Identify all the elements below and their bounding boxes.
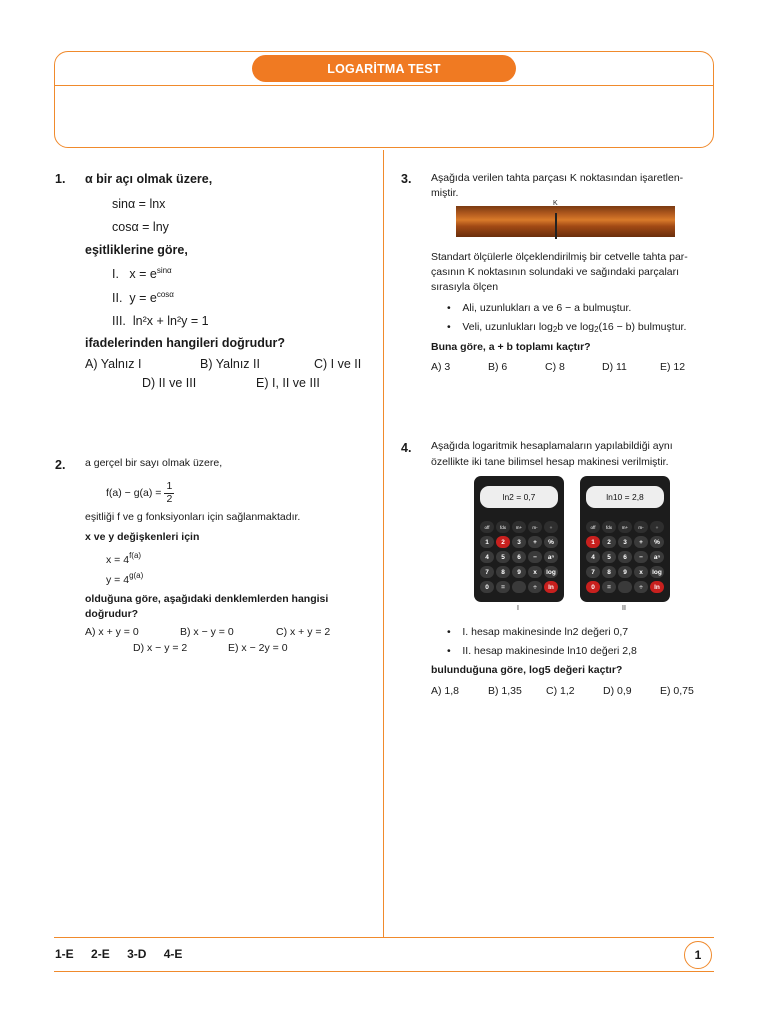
q2-line2: eşitliği f ve g fonksiyonları için sağlanmaktadır. (85, 511, 301, 523)
q4-option-a[interactable]: A) 1,8 (431, 685, 460, 697)
calculator-2-screen: ln10 = 2,8 (586, 486, 664, 508)
q2-x-base: x = 4 (106, 554, 130, 566)
plank-k-mark (555, 213, 557, 239)
calc1-key: 0 (480, 581, 494, 593)
calc2-key: ÷ (634, 581, 648, 593)
plank-k-label: K (553, 200, 558, 207)
calc2-key: + (634, 536, 648, 548)
q1-eq2: cosα = lny (112, 220, 169, 234)
q2-question-1: olduğuna göre, aşağıdaki denklemlerden hangisi (85, 593, 329, 605)
answer-key (55, 947, 194, 961)
calc1-key: off (480, 521, 494, 533)
calculator-1-keypad (480, 521, 560, 594)
calc1-key: x (528, 566, 542, 578)
answer-2: 2-E (91, 947, 110, 961)
calc2-key: 3 (618, 536, 632, 548)
calculator-2-label: II (622, 605, 626, 612)
q3-line1: Aşağıda verilen tahta parçası K noktasından işaretlen- (431, 172, 684, 184)
answer-4: 4-E (163, 947, 183, 961)
calc2-key: aⁿ (650, 551, 664, 563)
q3-option-d[interactable]: D) 11 (602, 361, 627, 373)
calc1-key: log (544, 566, 558, 578)
q3-bullet-2b: b ve log (557, 321, 595, 333)
calc2-key: fdx (602, 521, 616, 533)
calculator-1 (474, 476, 564, 602)
q3-bullet-2c: (16 − b) bulmuştur. (598, 321, 687, 333)
q2-frac-den: 2 (166, 492, 173, 505)
calc1-key: 9 (512, 566, 526, 578)
calc2-key: x (634, 566, 648, 578)
calc1-key: aⁿ (544, 551, 558, 563)
q2-option-e[interactable]: E) x − 2y = 0 (228, 642, 288, 654)
calc1-key: fdx (496, 521, 510, 533)
q1-s2-base: y = e (129, 291, 157, 305)
q4-option-e[interactable]: E) 0,75 (660, 685, 694, 697)
footer-bottom-line (54, 971, 714, 972)
q2-option-c[interactable]: C) x + y = 2 (276, 626, 331, 638)
calc2-key: ÷ (650, 521, 664, 533)
calc2-key: 6 (618, 551, 632, 563)
question-4-number: 4. (401, 441, 412, 455)
q1-s3-label: III. (112, 314, 126, 328)
q2-option-d[interactable]: D) x − y = 2 (133, 642, 188, 654)
calc2-key: 9 (618, 566, 632, 578)
calc1-key: 5 (496, 551, 510, 563)
q4-option-c[interactable]: C) 1,2 (546, 685, 575, 697)
q1-s1-base: x = e (129, 267, 157, 281)
calc2-key: m+ (618, 521, 632, 533)
q3-option-b[interactable]: B) 6 (488, 361, 508, 373)
q1-s3-text: ln²x + ln²y = 1 (132, 314, 209, 328)
q3-bullet-2a: Veli, uzunlukları log (462, 321, 553, 333)
q1-option-c[interactable]: C) I ve II (314, 357, 362, 371)
q2-y-base: y = 4 (106, 574, 130, 586)
q2-equation (106, 481, 174, 505)
calculator-2-keypad (586, 521, 666, 594)
calc1-key-ln: ln (544, 581, 558, 593)
calc1-key: % (544, 536, 558, 548)
q3-option-a[interactable]: A) 3 (431, 361, 451, 373)
column-divider (383, 150, 384, 937)
q2-y-exp: g(a) (129, 571, 144, 580)
question-1-number: 1. (55, 172, 66, 186)
calc1-key: ÷ (528, 581, 542, 593)
calc1-key: 7 (480, 566, 494, 578)
q4-bullet-1: • I. hesap makinesinde ln2 değeri 0,7 (447, 626, 629, 638)
calc2-key: % (650, 536, 664, 548)
calc2-key: m- (634, 521, 648, 533)
q3-bullet-1: • Ali, uzunlukları a ve 6 − a bulmuştur. (447, 302, 632, 314)
calc1-key: m- (528, 521, 542, 533)
q2-fraction (164, 481, 174, 505)
calc2-key: − (634, 551, 648, 563)
q3-para2: çasının K noktasının solundaki ve sağındaki parçaları (431, 266, 680, 278)
q3-line2: miştir. (431, 187, 459, 199)
q3-question: Buna göre, a + b toplamı kaçtır? (431, 341, 591, 353)
calc1-key: m+ (512, 521, 526, 533)
q2-x-exp: f(a) (129, 551, 142, 560)
calc2-key-ln: ln (650, 581, 664, 593)
q1-statement-2 (112, 290, 174, 305)
calc1-key: 4 (480, 551, 494, 563)
q1-statement-1 (112, 266, 172, 281)
q1-option-e[interactable]: E) I, II ve III (256, 376, 320, 390)
q1-option-b[interactable]: B) Yalnız II (200, 357, 260, 371)
q2-eq-text: f(a) − g(a) = (106, 486, 162, 499)
q4-option-b[interactable]: B) 1,35 (488, 685, 522, 697)
q4-line2: özellikte iki tane bilimsel hesap makinesi verilmiştir. (431, 456, 669, 468)
q3-option-c[interactable]: C) 8 (545, 361, 565, 373)
q4-bullet-2: • II. hesap makinesinde ln10 değeri 2,8 (447, 645, 637, 657)
q4-bullet-1-text: I. hesap makinesinde ln2 değeri 0,7 (462, 626, 629, 638)
q4-bullet-2-text: II. hesap makinesinde ln10 değeri 2,8 (462, 645, 637, 657)
q1-s2-label: II. (112, 291, 123, 305)
q1-question: ifadelerinden hangileri doğrudur? (85, 336, 286, 350)
calc2-key: = (602, 581, 616, 593)
q2-option-b[interactable]: B) x − y = 0 (180, 626, 234, 638)
page-number: 1 (684, 941, 712, 969)
q2-y-eq (106, 571, 143, 586)
answer-3: 3-D (127, 947, 147, 961)
q2-question-2: doğrudur? (85, 608, 139, 620)
calc1-key: 6 (512, 551, 526, 563)
calc1-key: + (528, 536, 542, 548)
calc1-key: 1 (480, 536, 494, 548)
calc2-key-red: 1 (586, 536, 600, 548)
q1-option-a[interactable]: A) Yalnız I (85, 357, 142, 371)
calc2-key-red: 0 (586, 581, 600, 593)
calc2-key: 5 (602, 551, 616, 563)
q2-x-eq (106, 551, 141, 566)
calc1-key: = (496, 581, 510, 593)
q1-line2: eşitliklerine göre, (85, 243, 188, 257)
calc1-key: ÷ (544, 521, 558, 533)
q3-bullet-2: • Veli, uzunlukları $\log_2b$ ve $\log_2(16 - b)$ bulmuştur. (447, 321, 687, 334)
q3-para3: sırasıyla ölçen (431, 281, 499, 293)
calculator-2 (580, 476, 670, 602)
q4-line1: Aşağıda logaritmik hesaplamaların yapılabildiği aynı (431, 440, 673, 452)
q1-option-d[interactable]: D) II ve III (142, 376, 197, 390)
calc1-key-red: 2 (496, 536, 510, 548)
header-divider (55, 85, 713, 86)
calc1-key (512, 581, 526, 593)
q2-line3: x ve y değişkenleri için (85, 531, 200, 543)
calc1-key: − (528, 551, 542, 563)
q1-eq1: sinα = lnx (112, 197, 166, 211)
wood-plank-image (456, 206, 675, 237)
calc2-key (618, 581, 632, 593)
footer-top-line (54, 937, 714, 938)
calc2-key: off (586, 521, 600, 533)
q4-option-d[interactable]: D) 0,9 (603, 685, 632, 697)
q2-frac-num: 1 (166, 480, 173, 492)
q1-s2-exp: cosα (156, 290, 174, 299)
calc1-key: 3 (512, 536, 526, 548)
q2-intro: a gerçel bir sayı olmak üzere, (85, 457, 223, 469)
calc2-key: 4 (586, 551, 600, 563)
q3-bullet-1-text: Ali, uzunlukları a ve 6 − a bulmuştur. (462, 302, 632, 314)
question-2-number: 2. (55, 458, 66, 472)
q1-intro: α bir açı olmak üzere, (85, 172, 213, 186)
calc2-key: 8 (602, 566, 616, 578)
question-3-number: 3. (401, 172, 412, 186)
calc2-key: 7 (586, 566, 600, 578)
q4-question: bulunduğuna göre, log5 değeri kaçtır? (431, 664, 623, 676)
q1-s1-exp: sinα (156, 266, 172, 275)
q3-sub-2: 2 (594, 325, 599, 334)
page-title: LOGARİTMA TEST (252, 55, 516, 82)
q3-option-e[interactable]: E) 12 (660, 361, 686, 373)
calc2-key: 2 (602, 536, 616, 548)
calculator-1-label: I (517, 605, 519, 612)
calc1-key: 8 (496, 566, 510, 578)
calc2-key: log (650, 566, 664, 578)
q1-s1-label: I. (112, 267, 119, 281)
answer-1: 1-E (55, 947, 74, 961)
q1-statement-3 (112, 314, 209, 328)
q3-para1: Standart ölçülerle ölçeklendirilmiş bir cetvelle tahta par- (431, 251, 688, 263)
calculator-1-screen: ln2 = 0,7 (480, 486, 558, 508)
q3-sub-1: 2 (552, 325, 558, 334)
q2-option-a[interactable]: A) x + y = 0 (85, 626, 139, 638)
